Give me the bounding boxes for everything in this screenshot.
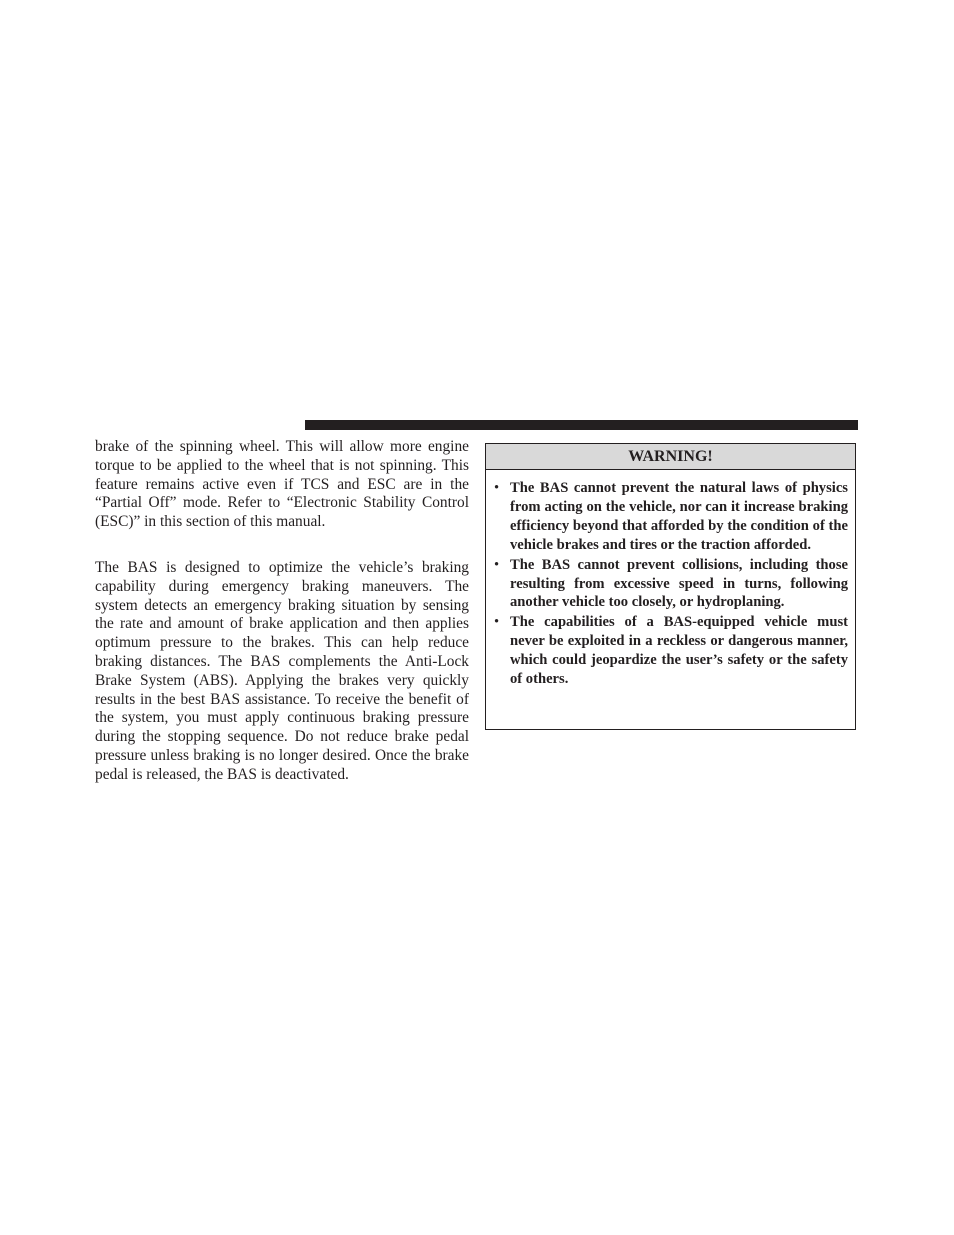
warning-item-text: The BAS cannot prevent the natural laws of physics from acting on the vehicle, nor can it increase braking efficiency beyond that afforded by the condition of the vehicle brakes and tires or the traction afforded. (510, 480, 848, 553)
warning-list (486, 470, 855, 689)
body-text-column (95, 438, 469, 785)
warning-item (486, 556, 848, 613)
warning-title: WARNING! (486, 444, 855, 470)
bullet-icon: • (494, 556, 500, 573)
warning-item-text: The BAS cannot prevent collisions, including those resulting from excessive speed in turns, following another vehicle too closely, or hydroplaning. (510, 556, 848, 611)
paragraph-tcs-continued: brake of the spinning wheel. This will allow more engine torque to be applied to the wheel that is not spinning. This feature remains active even if TCS and ESC are in the “Partial Off” mode. Refer to “Electronic Stability Control (ESC)” in this section of this manual. (95, 438, 469, 531)
warning-item (486, 479, 848, 555)
bullet-icon: • (494, 480, 500, 496)
section-header-bar (305, 420, 858, 430)
bullet-icon: • (494, 614, 500, 631)
warning-item-text: The capabilities of a BAS-equipped vehicle must never be exploited in a reckless or dangerous manner, which could jeopardize the user’s safety or the safety of others. (510, 614, 848, 688)
warning-box (485, 443, 856, 730)
paragraph-bas-description: The BAS is designed to optimize the vehicle’s braking capability during emergency braking maneuvers. The system detects an emergency braking situation by sensing the rate and amount of brake application and then applies optimum pressure to the brakes. This can help reduce braking distances. The BAS complements the Anti-Lock Brake System (ABS). Applying the brakes very quickly results in the best BAS assistance. To receive the benefit of the system, you must apply continuous braking pressure during the stopping sequence. Do not reduce brake pedal pressure unless braking is no longer desired. Once the brake pedal is released, the BAS is deactivated. (95, 558, 469, 783)
warning-item (486, 613, 848, 689)
